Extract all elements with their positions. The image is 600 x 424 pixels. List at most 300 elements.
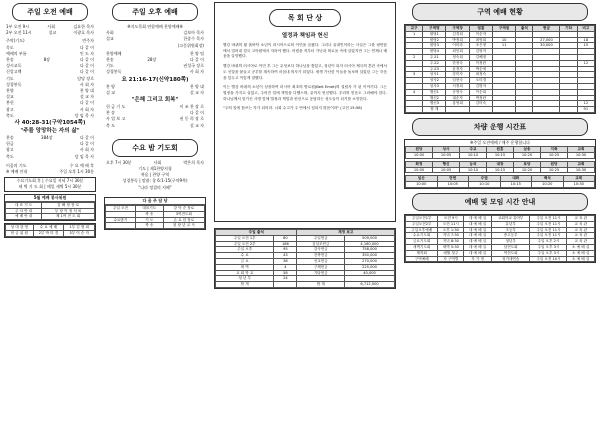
meeting-row xyxy=(406,256,595,262)
table-cell: 송영숙 xyxy=(446,89,469,95)
meeting-title: 예배 및 모임 시간 안내 xyxy=(412,193,588,211)
table-cell: 성가대연습 xyxy=(491,256,530,262)
table-cell: 십일조헌금 xyxy=(297,241,345,247)
order-cell: 축도 xyxy=(6,112,14,118)
order-cell: 김보아 목사 xyxy=(183,30,204,36)
table-cell: 서정희 xyxy=(446,83,469,89)
table-cell: 주일 오전 1부 xyxy=(216,235,274,241)
table-cell: 186 xyxy=(274,241,297,247)
table-cell: 김영자 xyxy=(469,49,492,55)
table-cell: 김해정 xyxy=(469,54,492,60)
afternoon-sermon-title: "은혜 그리고 회복" xyxy=(131,97,179,104)
table-cell: 청년부 xyxy=(491,239,530,245)
order-cell: 새 벽 기 도 회 | 매일 새벽 5시 30분 xyxy=(18,184,82,190)
table-cell: 강미자 xyxy=(446,72,469,78)
pastor-column-box xyxy=(214,2,396,222)
table-cell: 박정란 xyxy=(469,95,492,101)
table-cell: 소 예 배 실 xyxy=(567,256,595,262)
order-line xyxy=(0,169,100,175)
table-cell: 김 해 정 장 로 xyxy=(42,202,95,208)
order-cell: 다 같 이 xyxy=(79,69,94,75)
table-cell: 주일 오후 2시 xyxy=(530,239,567,245)
order-cell: 찬송 xyxy=(106,57,114,63)
table-cell: 10:10 xyxy=(469,182,501,188)
table-cell: 원당 xyxy=(406,147,433,153)
order-cell: 설 교 자 xyxy=(79,94,94,100)
table-cell: 성사3 xyxy=(423,83,446,89)
offering-table-box xyxy=(4,223,96,238)
table-cell: 이미라 xyxy=(446,43,469,49)
table-cell: 12 xyxy=(577,60,594,66)
order-cell: 권성국 장로 xyxy=(183,63,204,69)
order-cell: 찬양 xyxy=(6,88,14,94)
order-cell: 설 교 xyxy=(106,89,115,95)
table-cell: 각 구역별 xyxy=(438,256,464,262)
next-week-title: 다 음 주 담 당 xyxy=(105,198,205,205)
vehicle-row xyxy=(406,152,595,158)
table-cell: 40,000 xyxy=(345,270,395,276)
table-cell xyxy=(492,107,515,113)
table-cell: 구역장 xyxy=(446,26,469,32)
order-line xyxy=(100,123,210,129)
table-cell: 95 xyxy=(274,247,297,253)
info-column xyxy=(400,0,600,424)
order-cell: 반주자 xyxy=(82,38,94,44)
table-cell: 기타헌금 xyxy=(297,270,345,276)
order-cell: 축도 xyxy=(6,153,14,159)
order-cell: 다 같 이 xyxy=(189,110,204,116)
table-cell: 10:10 xyxy=(460,152,487,158)
table-cell: 주엽 xyxy=(469,176,501,182)
table-cell: 주일오후예배 xyxy=(406,227,438,233)
table-cell: 오후 1:30 xyxy=(438,227,464,233)
order-line xyxy=(100,43,210,49)
table-cell: 예 배 안 내 xyxy=(6,214,42,220)
table-cell: 출석 xyxy=(516,26,533,32)
table-cell: 중고등부 xyxy=(491,233,530,239)
table-cell: 주일 오전 xyxy=(106,206,136,212)
table-cell: 10:10 xyxy=(460,167,487,173)
order-cell: 담 임 목 사 xyxy=(74,153,94,159)
order-cell: 권 동 희 장 로 xyxy=(179,116,204,122)
table-cell: 509,000 xyxy=(345,235,395,241)
order-cell: 봉헌 xyxy=(6,100,14,106)
table-cell: 대 예 배 실 xyxy=(464,215,492,221)
column-paragraph: "주의 일에 힘쓰는 자가 되어라. 너희 수고가 주 안에서 헛되지 않음이라" (고전 15:58) xyxy=(223,106,362,111)
table-cell: 권순자 xyxy=(446,95,469,101)
table-cell: 11 xyxy=(492,43,515,49)
order-cell: 묵도 xyxy=(6,44,14,50)
table-cell: 4 xyxy=(274,264,297,270)
table-cell: 임현숙 xyxy=(446,78,469,84)
order-cell: 1부 오전 9시 xyxy=(6,24,30,29)
group-table-box xyxy=(404,24,596,114)
table-cell: 교 육 관 xyxy=(567,239,595,245)
table-cell: 박순애 xyxy=(469,66,492,72)
table-cell: 조은정 xyxy=(469,43,492,49)
meeting-box xyxy=(404,214,596,263)
table-cell: 주일 오후 3시 xyxy=(530,244,567,250)
table-cell: 행신3 xyxy=(423,101,446,107)
table-cell: 91 xyxy=(577,107,594,113)
table-cell: 교회 xyxy=(568,147,595,153)
table-cell: 오전 9시 xyxy=(438,215,464,221)
stats-row xyxy=(216,282,395,288)
table-cell: 제직회 xyxy=(406,250,438,256)
table-cell xyxy=(469,107,492,113)
next-week-box xyxy=(104,197,206,230)
table-cell: 10:30 xyxy=(568,167,595,173)
table-cell: 이순희 xyxy=(469,89,492,95)
table-cell: 구제헌금 xyxy=(297,264,345,270)
morning-footer xyxy=(0,163,100,175)
schedule-row xyxy=(106,223,205,229)
table-cell: 감사헌금 xyxy=(297,247,345,253)
order-cell: 박은희 목사 xyxy=(183,159,204,165)
table-cell: 행신2 xyxy=(423,95,446,101)
offering-row xyxy=(6,225,95,231)
order-cell: 성경봉독 xyxy=(106,69,122,75)
table-cell: 강 덕 순 장로 xyxy=(163,206,204,212)
table-cell: 1 xyxy=(406,31,423,37)
order-cell: 헌금 xyxy=(6,141,14,147)
table-cell: 소 예 배 실 xyxy=(567,250,595,256)
table-cell: 10:25 xyxy=(541,167,568,173)
table-cell: 15 xyxy=(577,43,594,49)
vehicle-subtitle: ※주일 오전예배 / 매주 운행합니다 xyxy=(469,139,531,145)
order-cell: 다 같 이 xyxy=(79,141,94,147)
group-row xyxy=(406,107,595,113)
order-cell: 이음의 기도 xyxy=(6,162,27,168)
table-cell: 청 장 년 교 사 xyxy=(163,223,204,229)
morning-service-title: 주일 오전 예배 xyxy=(12,3,88,21)
table-cell: 주교2 xyxy=(423,60,446,66)
table-cell: 교 회 학 교 xyxy=(216,270,274,276)
order-cell: 찬 송 xyxy=(106,110,115,116)
table-cell: 10:05 xyxy=(437,182,469,188)
order-cell: 이광호 목사 xyxy=(73,30,94,36)
table-cell: 10:15 xyxy=(500,182,532,188)
order-cell: 인 도 자 xyxy=(79,50,94,56)
stats-box xyxy=(214,228,396,289)
table-cell: 화정 xyxy=(406,161,433,167)
table-cell: 원당4 xyxy=(423,49,446,55)
table-cell: 10:05 xyxy=(433,152,460,158)
table-cell: 대화 xyxy=(500,176,532,182)
table-cell: 원당1 xyxy=(423,31,446,37)
order-cell: 다 같 이 xyxy=(189,57,204,63)
morning-header xyxy=(0,24,100,36)
order-cell: 다 같 이 xyxy=(79,44,94,50)
table-cell: 행신 xyxy=(433,161,460,167)
table-cell: 교 육 관 xyxy=(567,233,595,239)
vehicle-table-1 xyxy=(405,146,595,159)
morning-order-list xyxy=(0,38,100,119)
table-cell: 비고 xyxy=(577,26,594,32)
order-cell: 찬양예배 xyxy=(106,50,122,56)
table-cell: 주일 오후 3시 xyxy=(530,250,567,256)
table-cell xyxy=(106,223,136,229)
table-cell: 주일 오전 10시 xyxy=(530,256,567,262)
table-cell: 30,000 xyxy=(533,43,560,49)
table-cell: 이순자 xyxy=(469,31,492,37)
table-cell: 매월 첫주 xyxy=(438,250,464,256)
order-cell: 기도 xyxy=(6,75,14,81)
table-cell: 10:15 xyxy=(487,152,514,158)
table-cell xyxy=(533,107,560,113)
table-cell: 김미숙 xyxy=(469,101,492,107)
table-cell: 2부 박 미 경 xyxy=(33,231,64,237)
order-cell: 한종수 목사 xyxy=(183,36,204,42)
table-cell: 주교 xyxy=(460,147,487,153)
order-cell: 28장 xyxy=(147,57,157,63)
table-cell: 주일오전2부 xyxy=(406,221,438,227)
order-cell: 찬 양 대 xyxy=(189,83,204,89)
afternoon-order-list-3 xyxy=(100,104,210,129)
table-cell: 주교1 xyxy=(423,54,446,60)
table-cell: 4,160,000 xyxy=(345,241,395,247)
order-cell: 찬송 xyxy=(6,57,14,63)
table-cell: 원당2 xyxy=(423,37,446,43)
order-cell: 신앙고백 xyxy=(6,69,22,75)
table-cell: 합 계 xyxy=(423,107,446,113)
order-cell: 성경봉독 xyxy=(6,81,22,87)
table-cell: 저녁 8:30 xyxy=(438,239,464,245)
offering-table xyxy=(5,224,95,237)
table-cell: 주 차 안 내 xyxy=(6,208,42,214)
afternoon-service-column xyxy=(100,0,210,424)
table-cell: 6,712,000 xyxy=(345,282,395,288)
prayer-meeting-box xyxy=(4,177,96,191)
duty-title: 5월 예배 봉사위원 xyxy=(5,195,95,202)
order-cell: 주일 오후 1시 30분 xyxy=(59,169,94,175)
schedule-row xyxy=(106,206,205,212)
order-cell: 헌 금 기 도 xyxy=(106,104,126,110)
table-cell: 오전 11시 xyxy=(438,221,464,227)
table-cell: 새 벽 xyxy=(216,264,274,270)
group-header-row xyxy=(406,26,595,32)
table-cell: 손 요 한 장로 xyxy=(163,217,204,223)
order-cell: (고문위원회장) xyxy=(177,42,204,48)
table-cell: 최정숙 xyxy=(469,72,492,78)
order-cell: 설 교 자 xyxy=(189,89,204,95)
morning-sermon-title: "주를 앙망하는 자의 삶" xyxy=(20,128,80,135)
table-cell: 금요기도회 xyxy=(406,239,438,245)
order-cell: 다 같 이 xyxy=(79,57,94,63)
order-cell: 다 같 이 xyxy=(79,63,94,69)
table-cell: 청 년 부 xyxy=(216,276,274,282)
finance-header: 재정 보고 xyxy=(297,230,395,236)
stats-table xyxy=(215,229,395,288)
table-cell: 구역원 xyxy=(492,26,515,32)
table-cell: 10:30 xyxy=(563,182,595,188)
table-cell: 교회 xyxy=(563,176,595,182)
vehicle-title: 차량 운행 시간표 xyxy=(412,118,588,136)
table-cell: 주교3 xyxy=(423,66,446,72)
order-cell: 찬 양 대 xyxy=(79,88,94,94)
table-cell: 350,000 xyxy=(345,253,395,259)
table-cell: 수 요 예 배 xyxy=(33,225,64,231)
vehicle-table-2 xyxy=(405,161,595,174)
table-cell: 교 육 관 xyxy=(567,227,595,233)
table-cell: 최영희 xyxy=(469,37,492,43)
order-cell: 설교 xyxy=(48,30,57,36)
table-cell: 기타 xyxy=(560,26,577,32)
table-cell: 주일 오전 11시 xyxy=(530,221,567,227)
table-cell: 합 계 xyxy=(216,282,274,288)
pastor-column-subtitle: 열정과 책임과 헌신 xyxy=(281,33,329,39)
table-cell: 수 요 xyxy=(216,253,274,259)
table-cell: 43 xyxy=(274,253,297,259)
order-line xyxy=(5,184,95,190)
order-cell: 김요한 목사 xyxy=(73,24,94,29)
table-cell: 10:15 xyxy=(487,167,514,173)
afternoon-subtitle: ※지도목회 연합예배 찬양예배※ xyxy=(127,24,183,29)
table-cell: 대 예 배 실 xyxy=(464,244,492,250)
order-line xyxy=(100,185,210,191)
table-cell: 저녁 7:30 xyxy=(438,233,464,239)
table-cell: 수요기도회 xyxy=(406,233,438,239)
duty-row xyxy=(6,214,95,220)
table-cell: 2 xyxy=(406,54,423,60)
duty-table-box xyxy=(4,194,96,222)
order-line xyxy=(0,30,100,36)
table-cell: 270,000 xyxy=(345,258,395,264)
table-cell: 삼송 xyxy=(514,147,541,153)
table-cell: 헌 금 위 원 xyxy=(6,231,34,237)
table-cell: 27,000 xyxy=(533,37,560,43)
morning-scripture: 사 40:28-31(구약1054쪽) xyxy=(14,120,86,127)
order-cell: 성시교독 xyxy=(6,63,22,69)
table-cell: 3여전도회 xyxy=(163,211,204,217)
table-cell: 각 가 정 xyxy=(464,256,492,262)
table-cell: 대 예 배 실 xyxy=(464,233,492,239)
table-cell: 탄현 xyxy=(437,176,469,182)
table-cell: 기 도 xyxy=(135,217,163,223)
table-cell: 24 xyxy=(274,276,297,282)
table-cell: 남전도회 xyxy=(491,244,530,250)
table-cell: 12 xyxy=(577,101,594,107)
table-cell: 대 예 배 실 xyxy=(464,227,492,233)
order-cell: 수 요 예 배 후 xyxy=(69,162,94,168)
duty-table xyxy=(5,202,95,220)
table-cell: 3부 이 순 자 xyxy=(64,231,95,237)
order-cell: 주악(기도) xyxy=(6,38,25,44)
table-cell: 주일헌금 xyxy=(297,235,345,241)
table-cell: 초등부 xyxy=(491,227,530,233)
afternoon-order-list-2 xyxy=(100,84,210,96)
table-cell: 부 장 이 정 석 외 xyxy=(42,208,95,214)
order-cell: 사 회 자 xyxy=(189,69,204,75)
order-cell: 설교 xyxy=(6,94,14,100)
order-cell: 사 회 자 xyxy=(79,147,94,153)
order-cell: 기도 xyxy=(106,63,114,69)
table-cell: 대 예 배 실 xyxy=(464,239,492,245)
table-cell: 선교헌금 xyxy=(297,258,345,264)
table-cell: 주일오전1부 xyxy=(406,215,438,221)
table-cell: 58 xyxy=(274,270,297,276)
table-cell: 구역명 xyxy=(423,26,446,32)
table-cell: 이정란 xyxy=(469,60,492,66)
table-cell: 수요밤기 xyxy=(106,217,136,223)
wednesday-prayer-lines xyxy=(100,160,210,191)
table-cell: 교 육 관 xyxy=(567,221,595,227)
order-cell: 사 회 자 xyxy=(79,81,94,87)
afternoon-service-title: 주일 오후 예배 xyxy=(112,3,198,21)
table-cell: 한정숙 xyxy=(446,60,469,66)
table-cell xyxy=(274,282,297,288)
table-cell: 주일 오전 2부 xyxy=(216,241,274,247)
table-cell: 소 예 배 실 xyxy=(567,244,595,250)
order-cell: 다 같 이 xyxy=(79,135,94,141)
order-cell: 사 회 자 xyxy=(79,106,94,112)
table-cell: 대 예 배 실 xyxy=(464,221,492,227)
table-cell: 성사1 xyxy=(423,72,446,78)
table-cell: 축 송 xyxy=(135,211,163,217)
table-cell: 대 예 배 실 xyxy=(464,250,492,256)
table-cell: 대 표 기 도 xyxy=(6,202,42,208)
table-cell: 지축 xyxy=(541,147,568,153)
table-cell: 김경희 xyxy=(446,31,469,37)
table-cell: 행신1 xyxy=(423,89,446,95)
table-cell: 여전도회 xyxy=(491,250,530,256)
order-cell: 2부 오전 11시 xyxy=(6,30,32,36)
table-cell: 금 요 xyxy=(216,258,274,264)
table-cell: 주일 오전 11시 xyxy=(530,233,567,239)
table-cell: 교구 xyxy=(406,26,423,32)
pastor-column xyxy=(210,0,400,424)
table-cell: 주일 오전 11시 xyxy=(530,227,567,233)
table-cell: 10:00 xyxy=(406,167,433,173)
table-cell: 오미경 xyxy=(469,78,492,84)
table-cell: 윤정자 xyxy=(446,66,469,72)
order-cell: 축 도 xyxy=(106,122,115,128)
order-cell: "나라 정결의 지혜" xyxy=(138,184,172,190)
column-paragraph: 빨강 바퀴의 러시아로 이민 후 그는 무엇보다 하나님을 찾았고, 청년이 되자 러시아 제국의 혼란 속에서도 신앙을 붙들고 공부를 계속하여 마침내 의사가 되었다. 평생 가난한 이들을 돌보며 살았던 그는 죽음을 앞두고 이렇게 말했다. xyxy=(223,64,387,80)
table-cell: 교회 xyxy=(568,161,595,167)
table-cell: 백석 xyxy=(532,176,564,182)
table-cell: 축 송 xyxy=(135,223,163,229)
table-cell: 원당3 xyxy=(423,43,446,49)
table-cell: 1부 김 영 희 xyxy=(64,225,95,231)
table-cell: 정숙희 xyxy=(446,54,469,60)
order-cell: 예배의 부름 xyxy=(6,50,27,56)
table-cell: 교 육 관 xyxy=(567,215,595,221)
offering-row xyxy=(6,231,95,237)
table-cell: 헌금 xyxy=(533,26,560,32)
order-cell: 찬송 xyxy=(6,135,14,141)
table-cell: 10:00 xyxy=(406,182,438,188)
group-service-title: 구역 예배 현황 xyxy=(412,3,588,21)
table-cell: 능곡 xyxy=(460,161,487,167)
order-cell: 광고 xyxy=(6,147,14,153)
table-cell: 18 xyxy=(577,37,594,43)
column-paragraph: 이는 빨강 바퀴의 소년이 성장하여 러시아 최초의 양로원(Beit Emet)의 설립자 가 된 이야기다. 그는 열정을 가지고 살았고, 주어진 일에 책임을 다했으며, 끝까지 헌신했다. 우리의 믿음도 그러해야 한다. 하나님께서 맡기신 사명 앞에 열정과 책임과 헌신으로 응답하는 성도들이 되기를 소망한다. xyxy=(223,85,387,101)
table-cell: 홍영희 xyxy=(446,101,469,107)
attendance-header: 주일 출석 xyxy=(216,230,297,236)
morning-service-column xyxy=(0,0,100,424)
order-cell: 8장 xyxy=(43,57,50,63)
table-cell: 10:30 xyxy=(568,152,595,158)
table-cell: 주일 오전 11시 xyxy=(530,215,567,221)
table-cell: 4 xyxy=(406,89,423,95)
table-cell: 225,000 xyxy=(345,264,395,270)
table-cell: 제 1여 전 도 회 xyxy=(42,214,95,220)
order-cell: 사회 xyxy=(153,159,162,165)
order-cell: 사회 xyxy=(106,30,114,36)
pastor-column-title: 목 회 단 상 xyxy=(269,9,341,27)
order-cell: 설 교 자 xyxy=(189,122,204,128)
